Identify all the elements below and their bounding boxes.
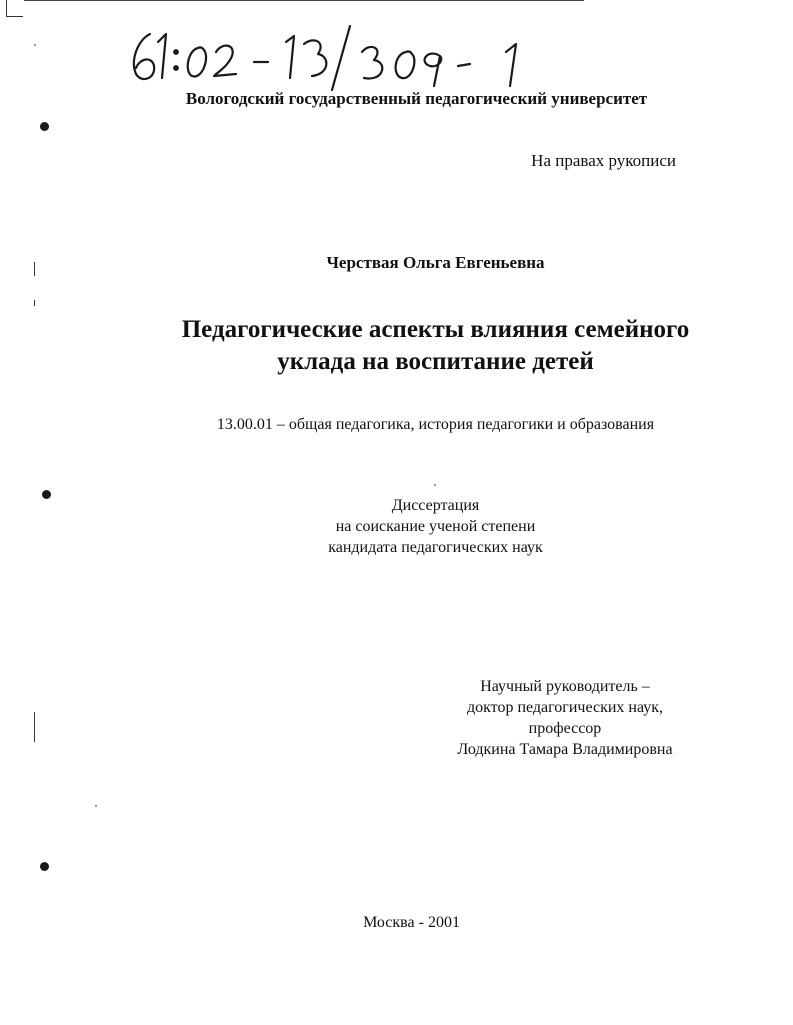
- scan-top-edge-line: [24, 0, 584, 1]
- title-line: Педагогические аспекты влияния семейного: [181, 316, 690, 343]
- specialty-code: 13.00.01 – общая педагогика, история педагогики и образования: [216, 416, 655, 433]
- city-year: Москва - 2001: [363, 914, 460, 931]
- manuscript-note: На правах рукописи: [531, 151, 676, 170]
- handwritten-catalog-number: [118, 12, 568, 92]
- university-name: Вологодский государственный педагогический университет: [185, 89, 648, 108]
- scan-speck: [434, 484, 436, 486]
- scan-speck: [34, 44, 36, 46]
- scan-corner-mark: [6, 0, 23, 17]
- dissertation-title: [0, 314, 793, 378]
- supervisor-line: Лодкина Тамара Владимировна: [457, 741, 673, 758]
- supervisor-line: Научный руководитель –: [480, 678, 650, 695]
- supervisor-line: доктор педагогических наук,: [466, 699, 664, 716]
- supervisor-block: [430, 676, 700, 760]
- scan-edge-tick: [34, 712, 35, 742]
- scan-speck: [95, 805, 97, 807]
- scan-edge-tick: [34, 300, 35, 306]
- title-line: уклада на воспитание детей: [277, 348, 594, 375]
- supervisor-line: профессор: [528, 720, 602, 737]
- degree-line: кандидата педагогических наук: [328, 539, 543, 556]
- punch-hole-mark: [40, 862, 49, 871]
- degree-statement: [0, 495, 793, 558]
- degree-line: на соискание ученой степени: [335, 518, 536, 535]
- degree-line: Диссертация: [391, 497, 480, 514]
- author-name: Черствая Ольга Евгеньевна: [326, 253, 545, 272]
- punch-hole-mark: [40, 122, 49, 131]
